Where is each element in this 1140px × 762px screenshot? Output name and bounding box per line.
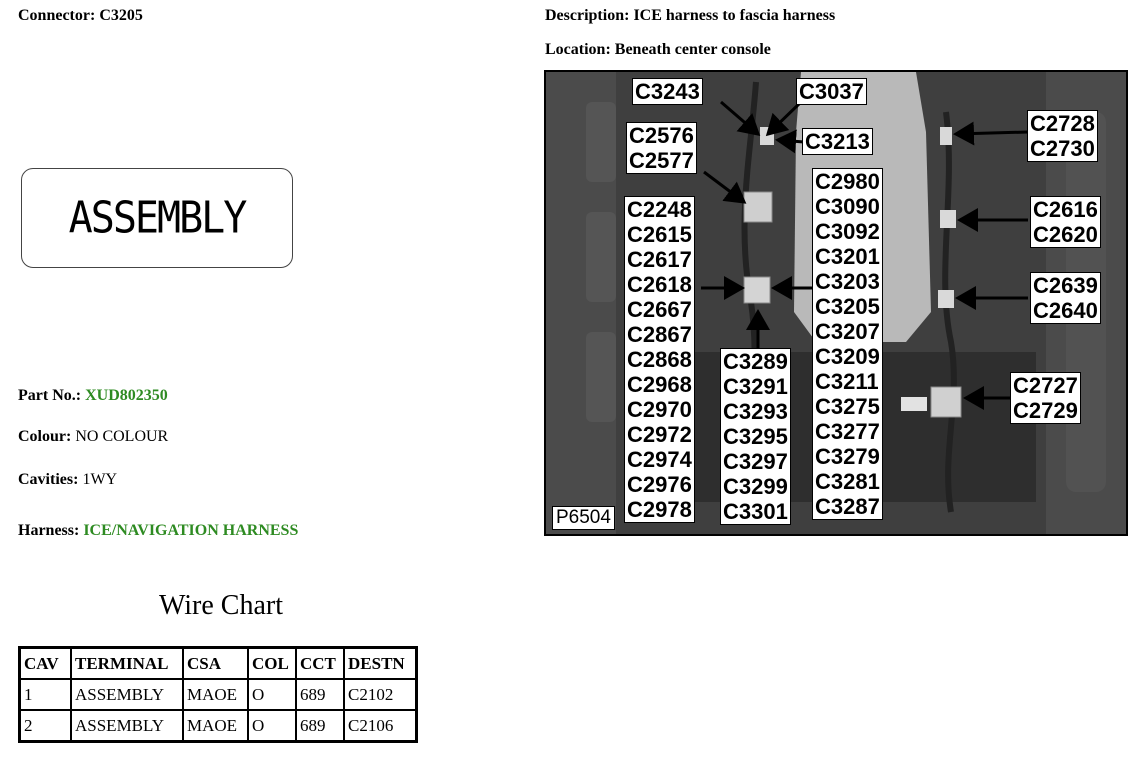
wire-chart-header-row xyxy=(20,648,417,680)
cell-cav: 2 xyxy=(20,710,72,742)
description-value: ICE harness to fascia harness xyxy=(633,7,836,24)
location-photo xyxy=(544,70,1128,536)
cell-cct: 689 xyxy=(296,679,344,710)
photo-label-c2727: C2727 C2729 xyxy=(1010,372,1081,424)
connector-value: C3205 xyxy=(99,7,143,24)
harness-link[interactable]: ICE/NAVIGATION HARNESS xyxy=(83,522,299,539)
connector-line xyxy=(18,7,143,25)
cell-cav: 1 xyxy=(20,679,72,710)
header-cav: CAV xyxy=(20,648,72,680)
photo-code: P6504 xyxy=(552,506,615,530)
cell-terminal: ASSEMBLY xyxy=(71,710,183,742)
photo-label-c2248-group: C2248 C2615 C2617 C2618 C2667 C2867 C2868 C2968 C2970 C2972 C2974 C2976 C2978 xyxy=(624,196,695,523)
location-value: Beneath center console xyxy=(614,41,771,58)
photo-label-c2639: C2639 C2640 xyxy=(1030,272,1101,324)
cell-destn: C2102 xyxy=(344,679,417,710)
assembly-box-text: ASSEMBLY xyxy=(68,192,246,244)
cell-cct: 689 xyxy=(296,710,344,742)
assembly-box xyxy=(21,168,293,268)
cavities-label: Cavities: xyxy=(18,471,79,488)
header-col: COL xyxy=(248,648,296,680)
part-no-label: Part No.: xyxy=(18,387,82,404)
part-no-line xyxy=(18,387,168,405)
harness-label: Harness: xyxy=(18,522,80,539)
cell-csa: MAOE xyxy=(183,710,248,742)
cavities-value: 1WY xyxy=(82,471,118,488)
location-label: Location: xyxy=(545,41,611,58)
table-row xyxy=(20,710,417,742)
cell-col: O xyxy=(248,710,296,742)
photo-label-c3243: C3243 xyxy=(632,78,703,105)
photo-label-c3213: C3213 xyxy=(802,128,873,155)
header-destn: DESTN xyxy=(344,648,417,680)
description-line xyxy=(545,7,835,25)
wire-chart-title: Wire Chart xyxy=(158,590,284,621)
cell-terminal: ASSEMBLY xyxy=(71,679,183,710)
wire-chart-table xyxy=(18,646,418,743)
colour-line xyxy=(18,428,168,446)
photo-label-c2576: C2576 C2577 xyxy=(626,122,697,174)
description-label: Description: xyxy=(545,7,630,24)
location-line xyxy=(545,41,771,59)
table-row xyxy=(20,679,417,710)
cavities-line xyxy=(18,471,117,489)
header-csa: CSA xyxy=(183,648,248,680)
photo-label-c3037: C3037 xyxy=(796,78,867,105)
cell-destn: C2106 xyxy=(344,710,417,742)
cell-col: O xyxy=(248,679,296,710)
header-cct: CCT xyxy=(296,648,344,680)
photo-label-c2728: C2728 C2730 xyxy=(1027,110,1098,162)
colour-value: NO COLOUR xyxy=(75,428,169,445)
cell-csa: MAOE xyxy=(183,679,248,710)
photo-label-c3289-group: C3289 C3291 C3293 C3295 C3297 C3299 C3301 xyxy=(720,348,791,525)
photo-label-c2616: C2616 C2620 xyxy=(1030,196,1101,248)
harness-line xyxy=(18,522,298,540)
connector-label: Connector: xyxy=(18,7,96,24)
header-terminal: TERMINAL xyxy=(71,648,183,680)
part-no-link[interactable]: XUD802350 xyxy=(85,387,168,404)
colour-label: Colour: xyxy=(18,428,72,445)
photo-label-c2980-group: C2980 C3090 C3092 C3201 C3203 C3205 C3207 C3209 C3211 C3275 C3277 C3279 C3281 C3287 xyxy=(812,168,883,520)
